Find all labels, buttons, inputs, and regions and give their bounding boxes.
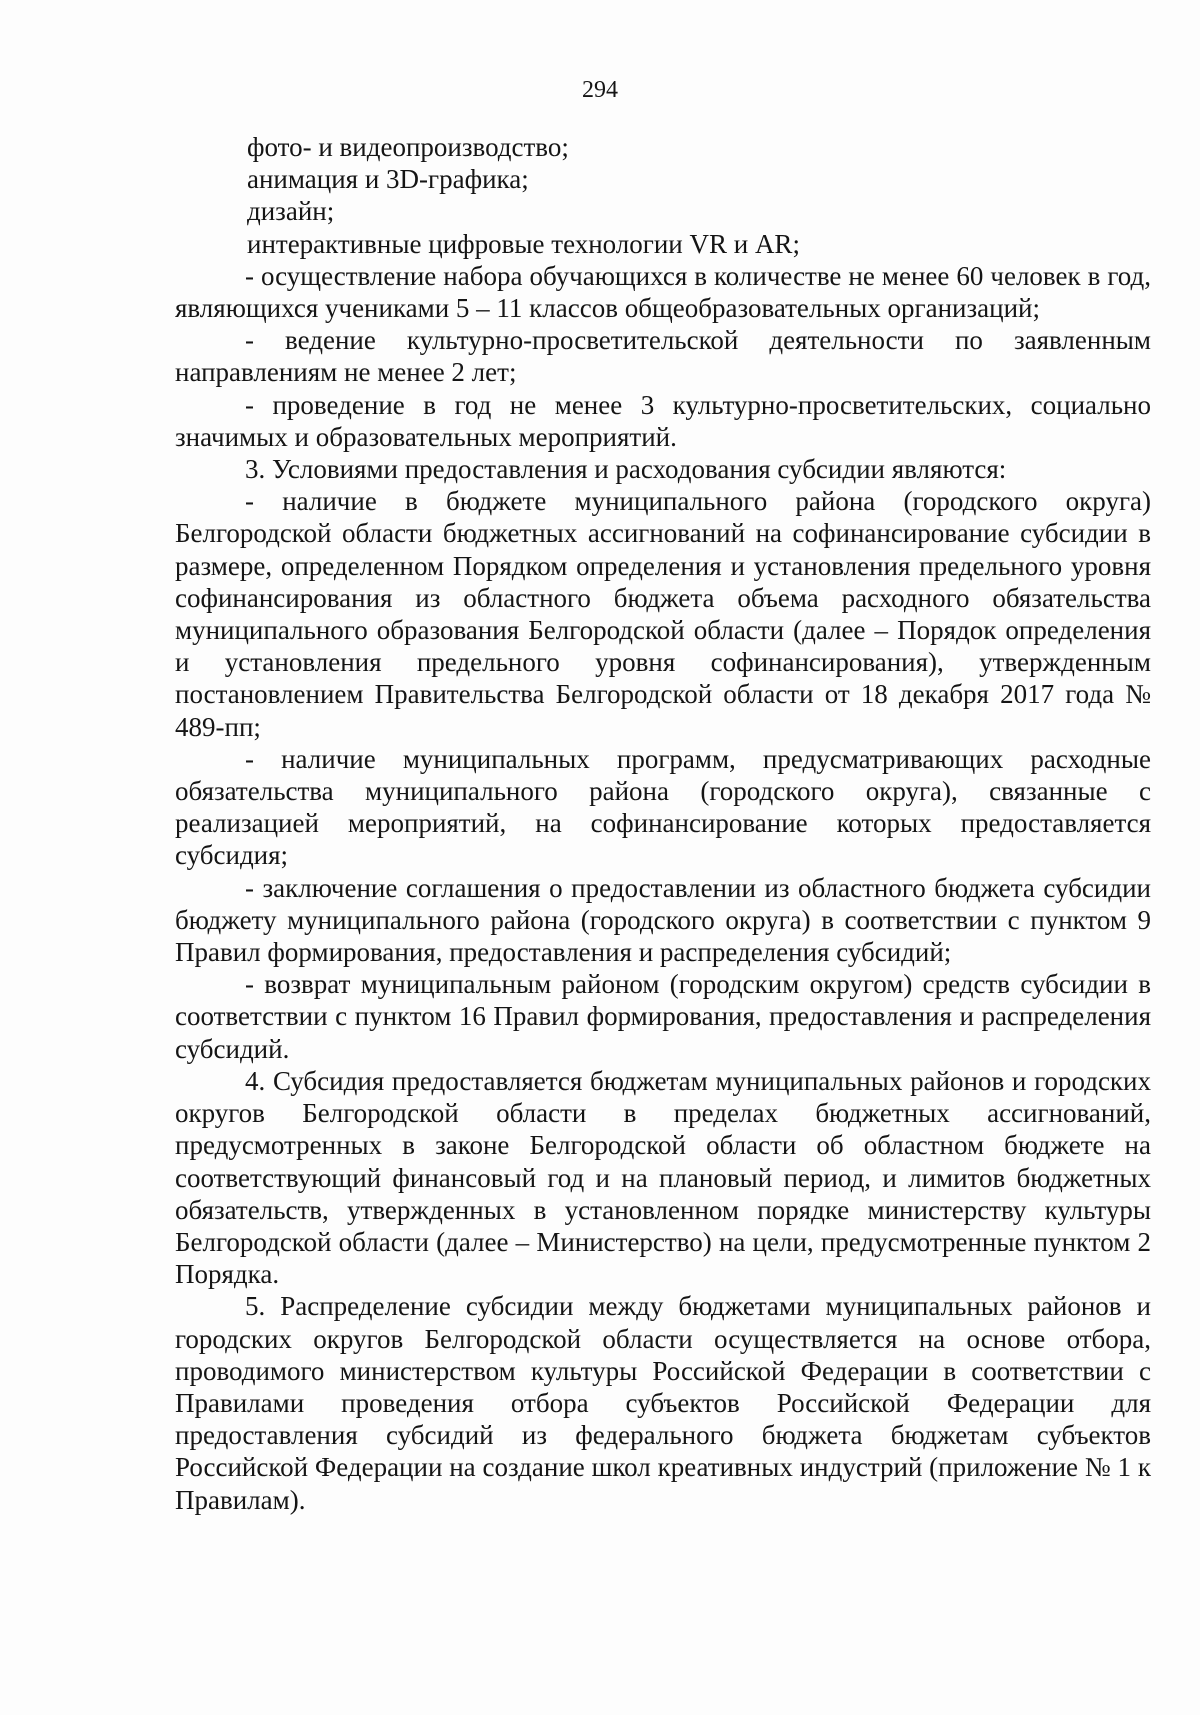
page-number: 294 — [582, 77, 618, 103]
section-3-heading: 3. Условиями предоставления и расходования субсидии являются: — [245, 454, 1007, 485]
list-item: анимация и 3D-графика; — [247, 164, 529, 195]
paragraph-budget: - наличие в бюджете муниципального района (городского округа) Белгородской области бюджетных ассигнований на софинансирование субсидии в размере, определенном Порядком определения и установления предельного уровня софинансирования из областного бюджета объема расходного обязательства муниципального образования Белгородской области (далее – Порядок определения и установления предельного уровня софинансирования), утвержденным постановлением Правительства Белгородской области от 18 декабря 2017 года № 489-пп; — [175, 486, 1151, 742]
section-4: 4. Субсидия предоставляется бюджетам муниципальных районов и городских округов Белгородской области в пределах бюджетных ассигнований, предусмотренных в законе Белгородской области об областном бюджете на соответствующий финансовый год и на плановый период, и лимитов бюджетных обязательств, утвержденных в установленном порядке министерству культуры Белгородской области (далее – Министерство) на цели, предусмотренные пунктом 2 Порядка. — [175, 1065, 1151, 1290]
list-item: фото- и видеопроизводство; — [247, 132, 569, 162]
paragraph-recruitment: - осуществление набора обучающихся в количестве не менее 60 человек в год, являющихся учениками 5 – 11 классов общеобразовательных организаций; — [175, 260, 1151, 324]
paragraph-refund: - возврат муниципальным районом (городским округом) средств субсидии в соответствии с пунктом 16 Правил формирования, предоставления и распределения субсидий. — [175, 969, 1151, 1064]
paragraph-events: - проведение в год не менее 3 культурно-просветительских, социально значимых и образовательных мероприятий. — [175, 389, 1151, 452]
section-5: 5. Распределение субсидии между бюджетами муниципальных районов и городских округов Белгородской области осуществляется на основе отбора, проводимого министерством культуры Российской Федерации в соответствии с Правилами проведения отбора субъектов Российской Федерации для предоставления субсидий из федерального бюджета бюджетам субъектов Российской Федерации на создание школ креативных индустрий (приложение № 1 к Правилам). — [175, 1291, 1151, 1515]
document-body — [175, 131, 1151, 1516]
paragraph-agreement: - заключение соглашения о предоставлении из областного бюджета субсидии бюджету муниципального района (городского округа) в соответствии с пунктом 9 Правил формирования, предоставления и распределения субсидий; — [175, 872, 1151, 968]
paragraph-programs: - наличие муниципальных программ, предусматривающих расходные обязательства муниципального района (городского округа), связанные с реализацией мероприятий, на софинансирование которых предоставляется субсидия; — [175, 743, 1151, 871]
list-item: интерактивные цифровые технологии VR и AR; — [247, 228, 800, 259]
paragraph-activity: - ведение культурно-просветительской деятельности по заявленным направлениям не менее 2 лет; — [175, 325, 1151, 388]
list-item: дизайн; — [247, 196, 335, 227]
